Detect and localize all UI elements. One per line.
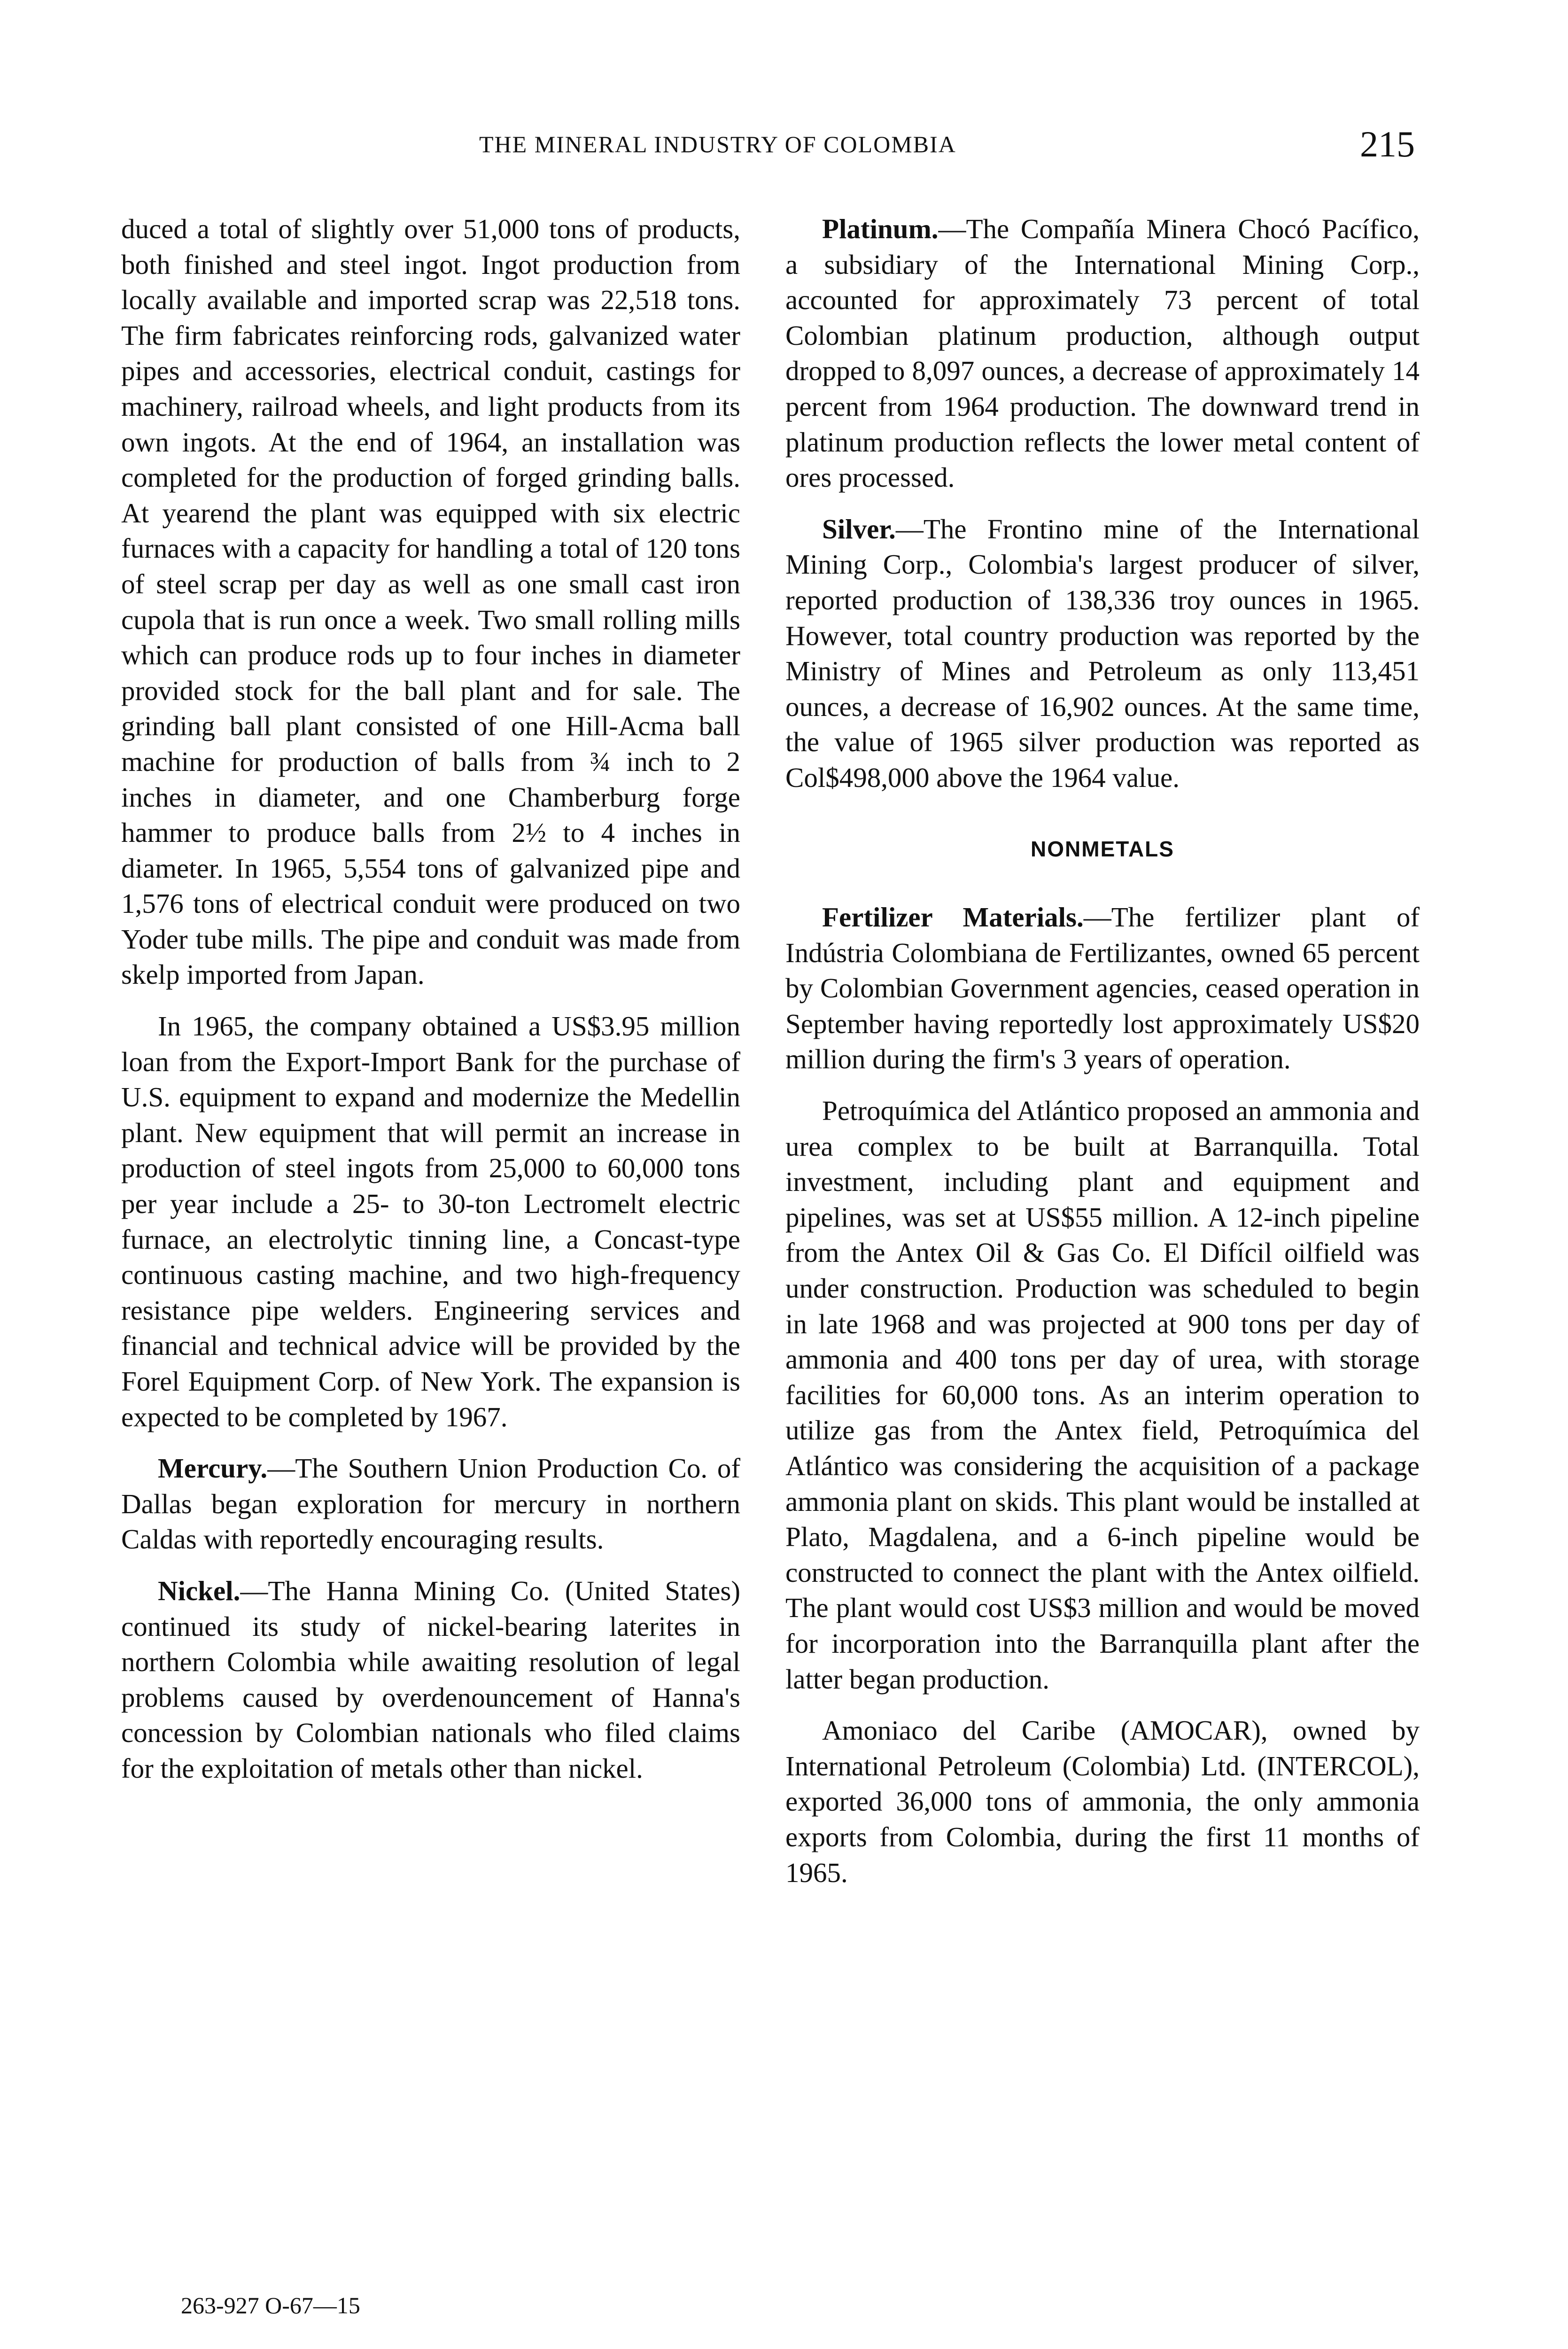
print-code: 263-927 O-67—15 (181, 2292, 360, 2318)
right-column (785, 211, 1420, 1906)
body-paragraph: In 1965, the company obtained a US$3.95 million loan from the Export-Import Bank for the purchase of U.S. equipment to expand and modernize the Medellin plant. New equipment that will permit an increase in production of steel ingots from 25,000 to 60,000 tons per year include a 25- to 30-ton Lectromelt electric furnace, an electrolytic tinning line, a Concast-type continuous casting machine, and two high-frequency resistance pipe welders. Engineering services and financial and technical advice will be provided by the Forel Equipment Corp. of New York. The expansion is expected to be completed by 1967. (121, 1011, 740, 1432)
silver-run-in-heading: Silver. (822, 513, 896, 544)
silver-paragraph (785, 512, 1420, 796)
platinum-paragraph (785, 211, 1420, 496)
fertilizer-text: —The fertilizer plant of Indústria Colombiana de Fertilizantes, owned 65 percent by Colombian Government agencies, ceased operation in September having reportedly lost approximately US$20 million during the firm's 3 years of operation. (785, 902, 1420, 1075)
nickel-text: —The Hanna Mining Co. (United States) continued its study of nickel-bearing laterites in northern Colombia while awaiting resolution of legal problems caused by overdenouncement of Hanna's concession by Colombian nationals who filed claims for the exploitation of metals other than nickel. (121, 1575, 740, 1784)
mercury-text: —The Southern Union Production Co. of Dallas began exploration for mercury in northern Caldas with reportedly encouraging results. (121, 1453, 740, 1555)
fertilizer-paragraph (785, 900, 1420, 1077)
body-paragraph: Petroquímica del Atlántico proposed an ammonia and urea complex to be built at Barranquilla. Total investment, including plant and equipment and pipelines, was set at US$55 million. A 12-inch pipeline from the Antex Oil & Gas Co. El Difícil oilfield was under construction. Production was scheduled to begin in late 1968 and was projected at 900 tons per day of ammonia and 400 tons per day of urea, with storage facilities for 60,000 tons. As an interim operation to utilize gas from the Antex field, Petroquímica del Atlántico was considering the acquisition of a package ammonia plant on skids. This plant would be installed at Plato, Magdalena, and a 6-inch pipeline would be constructed to connect the plant with the Antex oilfield. The plant would cost US$3 million and would be moved for incorporation into the Barranquilla plant after the latter began production. (785, 1095, 1420, 1695)
section-heading-nonmetals: NONMETALS (1031, 836, 1174, 861)
page-number: 215 (1360, 124, 1415, 164)
body-paragraph: duced a total of slightly over 51,000 tons of products, both finished and steel ingot. Ingot production from locally available and imported scrap was 22,518 tons. The firm fabricates reinforcing rods, galvanized water pipes and accessories, electrical conduit, castings for machinery, railroad wheels, and light products from its own ingots. At the end of 1964, an installation was completed for the production of forged grinding balls. At yearend the plant was equipped with six electric furnaces with a capacity for handling a total of 120 tons of steel scrap per day as well as one small cast iron cupola that is run once a week. Two small rolling mills which can produce rods up to four inches in diameter provided stock for the ball plant and for sale. The grinding ball plant consisted of one Hill-Acma ball machine for production of balls from ¾ inch to 2 inches in diameter, and one Chamberburg forge hammer to produce balls from 2½ to 4 inches in diameter. In 1965, 5,554 tons of galvanized pipe and 1,576 tons of electrical conduit were produced on two Yoder tube mills. The pipe and conduit was made from skelp imported from Japan. (121, 213, 740, 990)
platinum-run-in-heading: Platinum. (822, 213, 939, 244)
silver-text: —The Frontino mine of the International Mining Corp., Colombia's largest producer of silver, reported production of 138,336 troy ounces in 1965. However, total country production was reported by the Ministry of Mines and Petroleum as only 113,451 ounces, a decrease of 16,902 ounces. At the same time, the value of 1965 silver production was reported as Col$498,000 above the 1964 value. (785, 513, 1420, 793)
mercury-paragraph (121, 1451, 740, 1557)
fertilizer-run-in-heading: Fertilizer Materials. (822, 902, 1084, 933)
mercury-run-in-heading: Mercury. (158, 1453, 268, 1484)
body-paragraph: Amoniaco del Caribe (AMOCAR), owned by International Petroleum (Colombia) Ltd. (INTERCOL), exported 36,000 tons of ammonia, the only ammonia exports from Colombia, during the first 11 months of 1965. (785, 1715, 1420, 1888)
nickel-paragraph (121, 1573, 740, 1787)
left-column (121, 211, 740, 1803)
platinum-text: —The Compañía Minera Chocó Pacífico, a subsidiary of the International Mining Corp., accounted for approximately 73 percent of total Colombian platinum production, although output dropped to 8,097 ounces, a decrease of approximately 14 percent from 1964 production. The downward trend in platinum production reflects the lower metal content of ores processed. (785, 213, 1420, 493)
nickel-run-in-heading: Nickel. (158, 1575, 241, 1606)
running-title: THE MINERAL INDUSTRY OF COLOMBIA (479, 131, 956, 157)
